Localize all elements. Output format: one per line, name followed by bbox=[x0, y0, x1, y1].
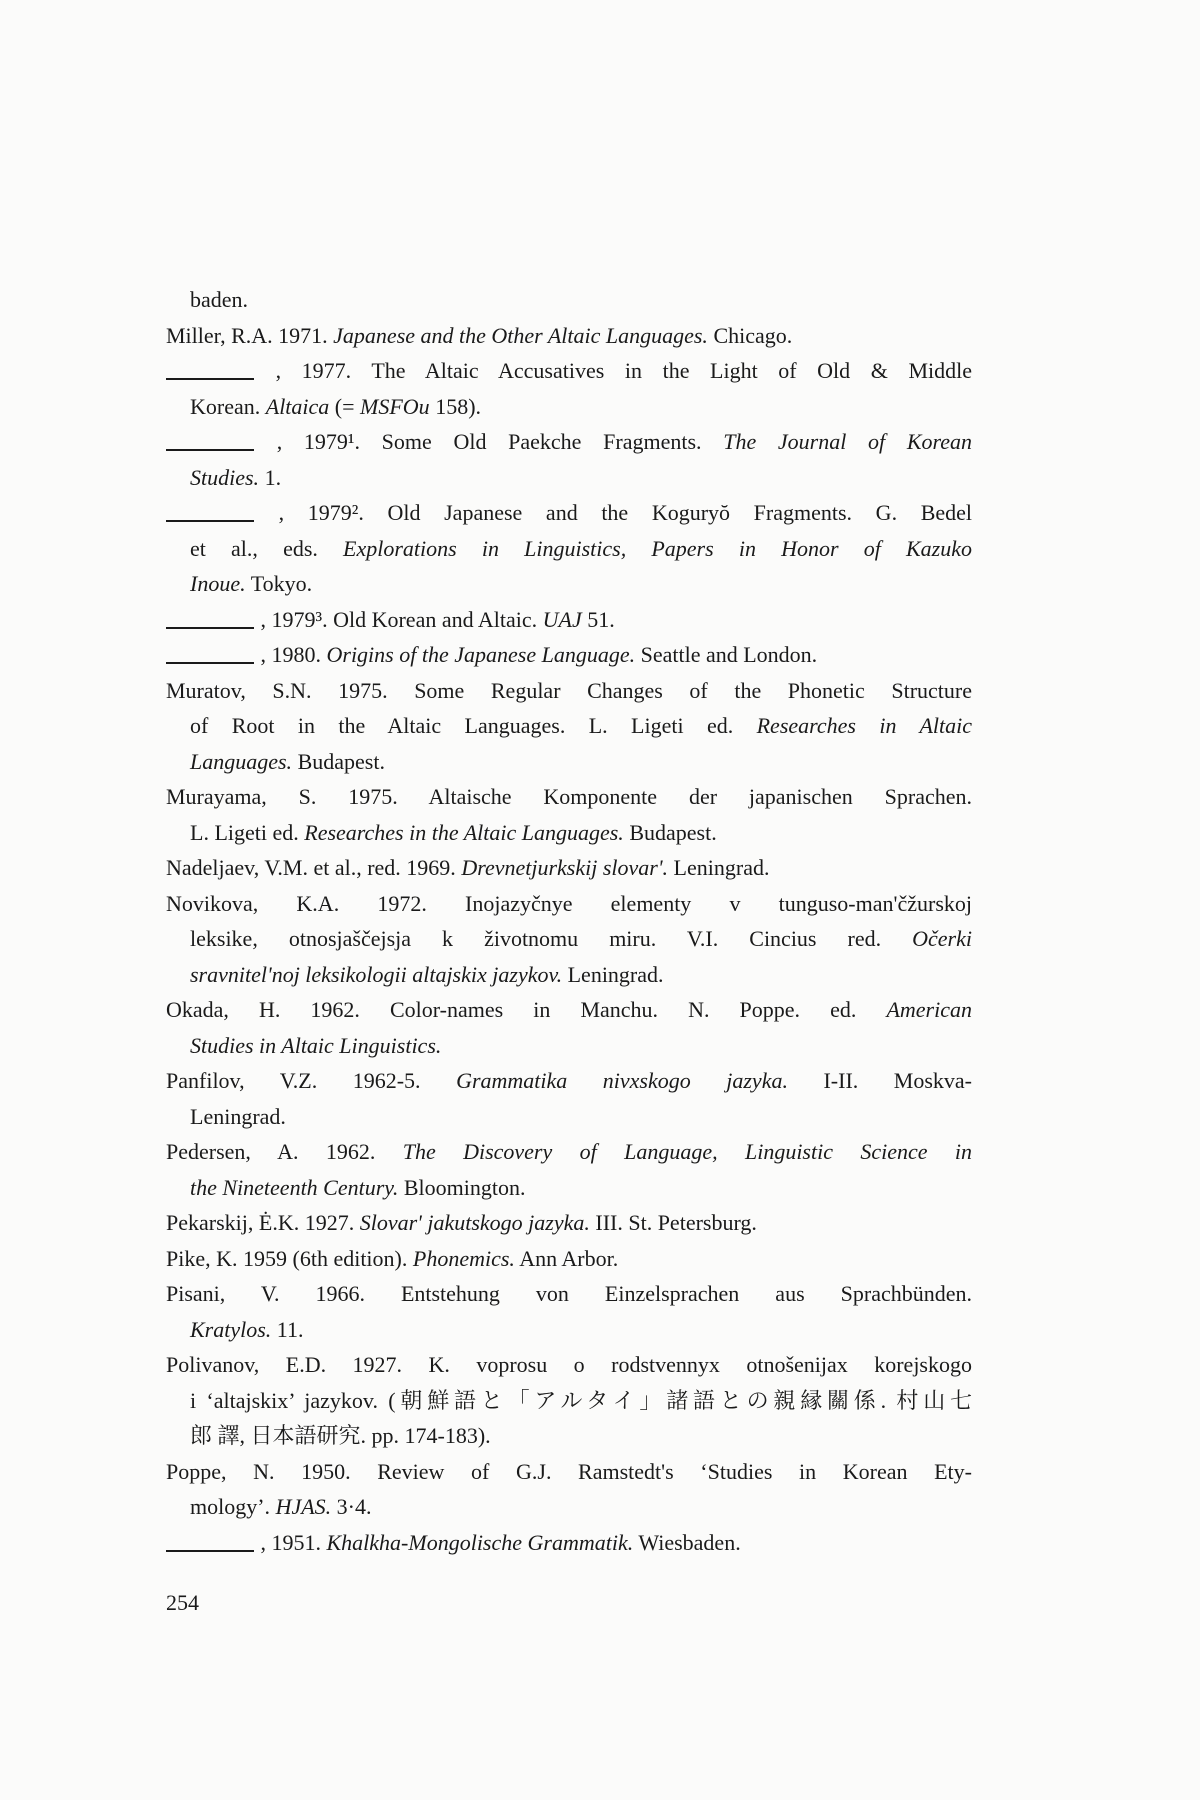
italic-title-text: the Nineteenth Century. bbox=[190, 1174, 399, 1200]
italic-title-text: The Journal of Korean bbox=[723, 429, 972, 454]
entry-text: Poppe, N. 1950. Review of G.J. Ramstedt's ‘Studies in Korean Ety- bbox=[166, 1458, 972, 1484]
repeat-author-dash bbox=[166, 377, 254, 380]
bibliography-entry bbox=[166, 1241, 972, 1277]
italic-title-text: Origins of the Japanese Language. bbox=[326, 642, 636, 667]
entry-line bbox=[166, 779, 972, 815]
entry-text: III. St. Petersburg. bbox=[595, 1210, 757, 1235]
entry-line bbox=[166, 389, 972, 425]
entry-line bbox=[166, 921, 972, 957]
entry-line bbox=[166, 1418, 972, 1454]
italic-title-text: Phonemics. bbox=[412, 1245, 515, 1271]
entry-text: Chicago. bbox=[713, 322, 793, 348]
bibliography-entry bbox=[166, 637, 972, 673]
entry-line bbox=[166, 992, 972, 1028]
entry-line bbox=[166, 1347, 972, 1383]
entry-text: , 1979³. Old Korean and Altaic. bbox=[260, 606, 543, 632]
italic-title-text: Altaica bbox=[265, 393, 330, 419]
italic-title-text: UAJ bbox=[542, 606, 582, 632]
entry-line bbox=[166, 1063, 972, 1099]
entry-text: Panfilov, V.Z. 1962-5. bbox=[166, 1068, 457, 1093]
entry-text: Korean. bbox=[190, 393, 266, 419]
entry-text: I-II. Moskva- bbox=[823, 1068, 973, 1093]
italic-title-text: Khalkha-Mongolische Grammatik. bbox=[326, 1529, 634, 1555]
bibliography-entry bbox=[166, 495, 972, 602]
entry-line bbox=[166, 1134, 972, 1170]
entry-line bbox=[166, 957, 972, 993]
entry-line bbox=[166, 495, 972, 531]
bibliography-entry bbox=[166, 282, 972, 318]
repeat-author-dash bbox=[166, 519, 254, 522]
bibliography-entry bbox=[166, 424, 972, 495]
bibliography-entry bbox=[166, 602, 972, 638]
entry-text: Leningrad. bbox=[190, 1103, 286, 1129]
bibliography-entry bbox=[166, 886, 972, 993]
italic-title-text: Očerki bbox=[912, 926, 972, 951]
repeat-author-dash bbox=[166, 1549, 254, 1552]
entry-text: Budapest. bbox=[629, 819, 717, 845]
italic-title-text: sravnitel'noj leksikologii altajskix jazykov. bbox=[190, 961, 563, 987]
entry-line bbox=[166, 1525, 972, 1561]
bibliography-entry bbox=[166, 779, 972, 850]
bibliography-entry bbox=[166, 673, 972, 780]
bibliography-entry bbox=[166, 1454, 972, 1525]
repeat-author-dash bbox=[166, 448, 254, 451]
entry-text: leksike, otnosjaščejsja k životnomu miru. V.I. Cincius red. bbox=[190, 926, 913, 951]
bibliography-entry bbox=[166, 1347, 972, 1454]
page-number: 254 bbox=[166, 1590, 199, 1615]
entry-text: Miller, R.A. 1971. bbox=[166, 322, 334, 348]
entry-text: 11. bbox=[276, 1316, 304, 1342]
entry-text: Bloomington. bbox=[403, 1174, 526, 1200]
entry-text: Okada, H. 1962. Color-names in Manchu. N. Poppe. ed. bbox=[166, 997, 887, 1022]
bibliography-entry bbox=[166, 1525, 972, 1561]
entry-line bbox=[166, 1099, 972, 1135]
entry-text: , 1951. bbox=[260, 1529, 327, 1555]
italic-title-text: Japanese and the Other Altaic Languages. bbox=[333, 322, 708, 348]
italic-title-text: MSFOu bbox=[360, 393, 430, 419]
entry-text: , 1980. bbox=[260, 642, 327, 667]
entry-text: Seattle and London. bbox=[640, 642, 818, 667]
entry-text: 158). bbox=[435, 393, 482, 419]
entry-text: Budapest. bbox=[297, 748, 385, 774]
italic-title-text: Studies. bbox=[190, 464, 260, 490]
bibliography-entry bbox=[166, 850, 972, 886]
entry-text: Leningrad. bbox=[567, 961, 664, 987]
entry-text: 1. bbox=[264, 464, 282, 490]
entry-line bbox=[166, 1205, 972, 1241]
italic-title-text: American bbox=[886, 997, 972, 1022]
bibliography-entry bbox=[166, 1134, 972, 1205]
repeat-author-dash bbox=[166, 626, 254, 629]
entry-text: Muratov, S.N. 1975. Some Regular Changes of the Phonetic Structure bbox=[166, 677, 972, 703]
entry-line bbox=[166, 850, 972, 886]
italic-title-text: Researches in the Altaic Languages. bbox=[304, 819, 624, 845]
entry-line bbox=[166, 318, 972, 354]
italic-title-text: Explorations in Linguistics, Papers in Honor of Kazuko bbox=[343, 535, 972, 561]
entry-text: Pedersen, A. 1962. bbox=[166, 1139, 403, 1164]
italic-title-text: Studies in Altaic Linguistics. bbox=[190, 1032, 442, 1058]
entry-text: Novikova, K.A. 1972. Inojazyčnye elementy v tunguso-man'čžurskoj bbox=[166, 890, 972, 916]
entry-line bbox=[166, 673, 972, 709]
entry-text: Pekarskij, Ė.K. 1927. bbox=[166, 1210, 360, 1235]
entry-text: Polivanov, E.D. 1927. K. voprosu o rodstvennyx otnošenijax korejskogo bbox=[166, 1352, 972, 1377]
entry-text: , 1979². Old Japanese and the Koguryŏ Fragments. G. Bedel bbox=[278, 500, 973, 525]
bibliography-entry bbox=[166, 1205, 972, 1241]
entry-text: baden. bbox=[190, 287, 249, 312]
entry-text: Ann Arbor. bbox=[519, 1245, 619, 1271]
entry-line bbox=[166, 744, 972, 780]
entry-line bbox=[166, 602, 972, 638]
entry-text: of Root in the Altaic Languages. L. Ligeti ed. bbox=[190, 713, 757, 738]
italic-title-text: The Discovery of Language, Linguistic Science in bbox=[402, 1139, 972, 1164]
bibliography-entry bbox=[166, 1276, 972, 1347]
italic-title-text: Slovar' jakutskogo jazyka. bbox=[359, 1210, 590, 1235]
entry-text: Pisani, V. 1966. Entstehung von Einzelsprachen aus Sprachbünden. bbox=[166, 1281, 972, 1306]
repeat-author-dash bbox=[166, 661, 254, 664]
entry-line bbox=[166, 282, 972, 318]
entry-text: i ‘altajskix’ jazykov. (朝鮮語と「アルタイ」諸語との親縁關係. 村山七 bbox=[190, 1387, 972, 1413]
entry-text: 3·4. bbox=[336, 1494, 372, 1519]
entry-line bbox=[166, 1028, 972, 1064]
entry-text: , 1979¹. Some Old Paekche Fragments. bbox=[276, 429, 724, 454]
italic-title-text: Drevnetjurkskij slovar'. bbox=[461, 855, 669, 880]
italic-title-text: Languages. bbox=[190, 748, 293, 774]
entry-text: 51. bbox=[587, 606, 615, 632]
entry-text: L. Ligeti ed. bbox=[190, 819, 305, 845]
entry-line bbox=[166, 353, 972, 389]
entry-line bbox=[166, 1276, 972, 1312]
entry-text: 郎 譯, 日本語研究. pp. 174-183). bbox=[190, 1423, 491, 1448]
entry-text: Tokyo. bbox=[250, 571, 313, 596]
entry-line bbox=[166, 1489, 972, 1525]
entry-line bbox=[166, 886, 972, 922]
entry-line bbox=[166, 1312, 972, 1348]
bibliography bbox=[166, 282, 972, 1560]
entry-line bbox=[166, 637, 972, 673]
italic-title-text: Researches in Altaic bbox=[756, 713, 972, 738]
entry-line bbox=[166, 566, 972, 602]
entry-line bbox=[166, 531, 972, 567]
entry-text: Murayama, S. 1975. Altaische Komponente der japanischen Sprachen. bbox=[166, 784, 972, 809]
bibliography-entry bbox=[166, 318, 972, 354]
entry-text: Pike, K. 1959 (6th edition). bbox=[166, 1245, 413, 1271]
entry-line bbox=[166, 815, 972, 851]
italic-title-text: Inoue. bbox=[190, 571, 246, 596]
entry-text: et al., eds. bbox=[190, 535, 344, 561]
italic-title-text: HJAS. bbox=[275, 1494, 332, 1519]
italic-title-text: Kratylos. bbox=[190, 1316, 272, 1342]
entry-text: Leningrad. bbox=[673, 855, 770, 880]
entry-line bbox=[166, 1241, 972, 1277]
entry-line bbox=[166, 708, 972, 744]
entry-text: mology’. bbox=[190, 1494, 276, 1519]
entry-line bbox=[166, 1383, 972, 1419]
entry-text: Nadeljaev, V.M. et al., red. 1969. bbox=[166, 855, 462, 880]
entry-line bbox=[166, 460, 972, 496]
italic-title-text: Grammatika nivxskogo jazyka. bbox=[456, 1068, 788, 1093]
entry-line bbox=[166, 1454, 972, 1490]
bibliography-entry bbox=[166, 992, 972, 1063]
entry-text: (= bbox=[334, 393, 355, 419]
entry-line bbox=[166, 1170, 972, 1206]
bibliography-entry bbox=[166, 353, 972, 424]
entry-line bbox=[166, 424, 972, 460]
entry-text: , 1977. The Altaic Accusatives in the Light of Old & Middle bbox=[275, 358, 972, 383]
entry-text: Wiesbaden. bbox=[638, 1529, 741, 1555]
bibliography-entry bbox=[166, 1063, 972, 1134]
